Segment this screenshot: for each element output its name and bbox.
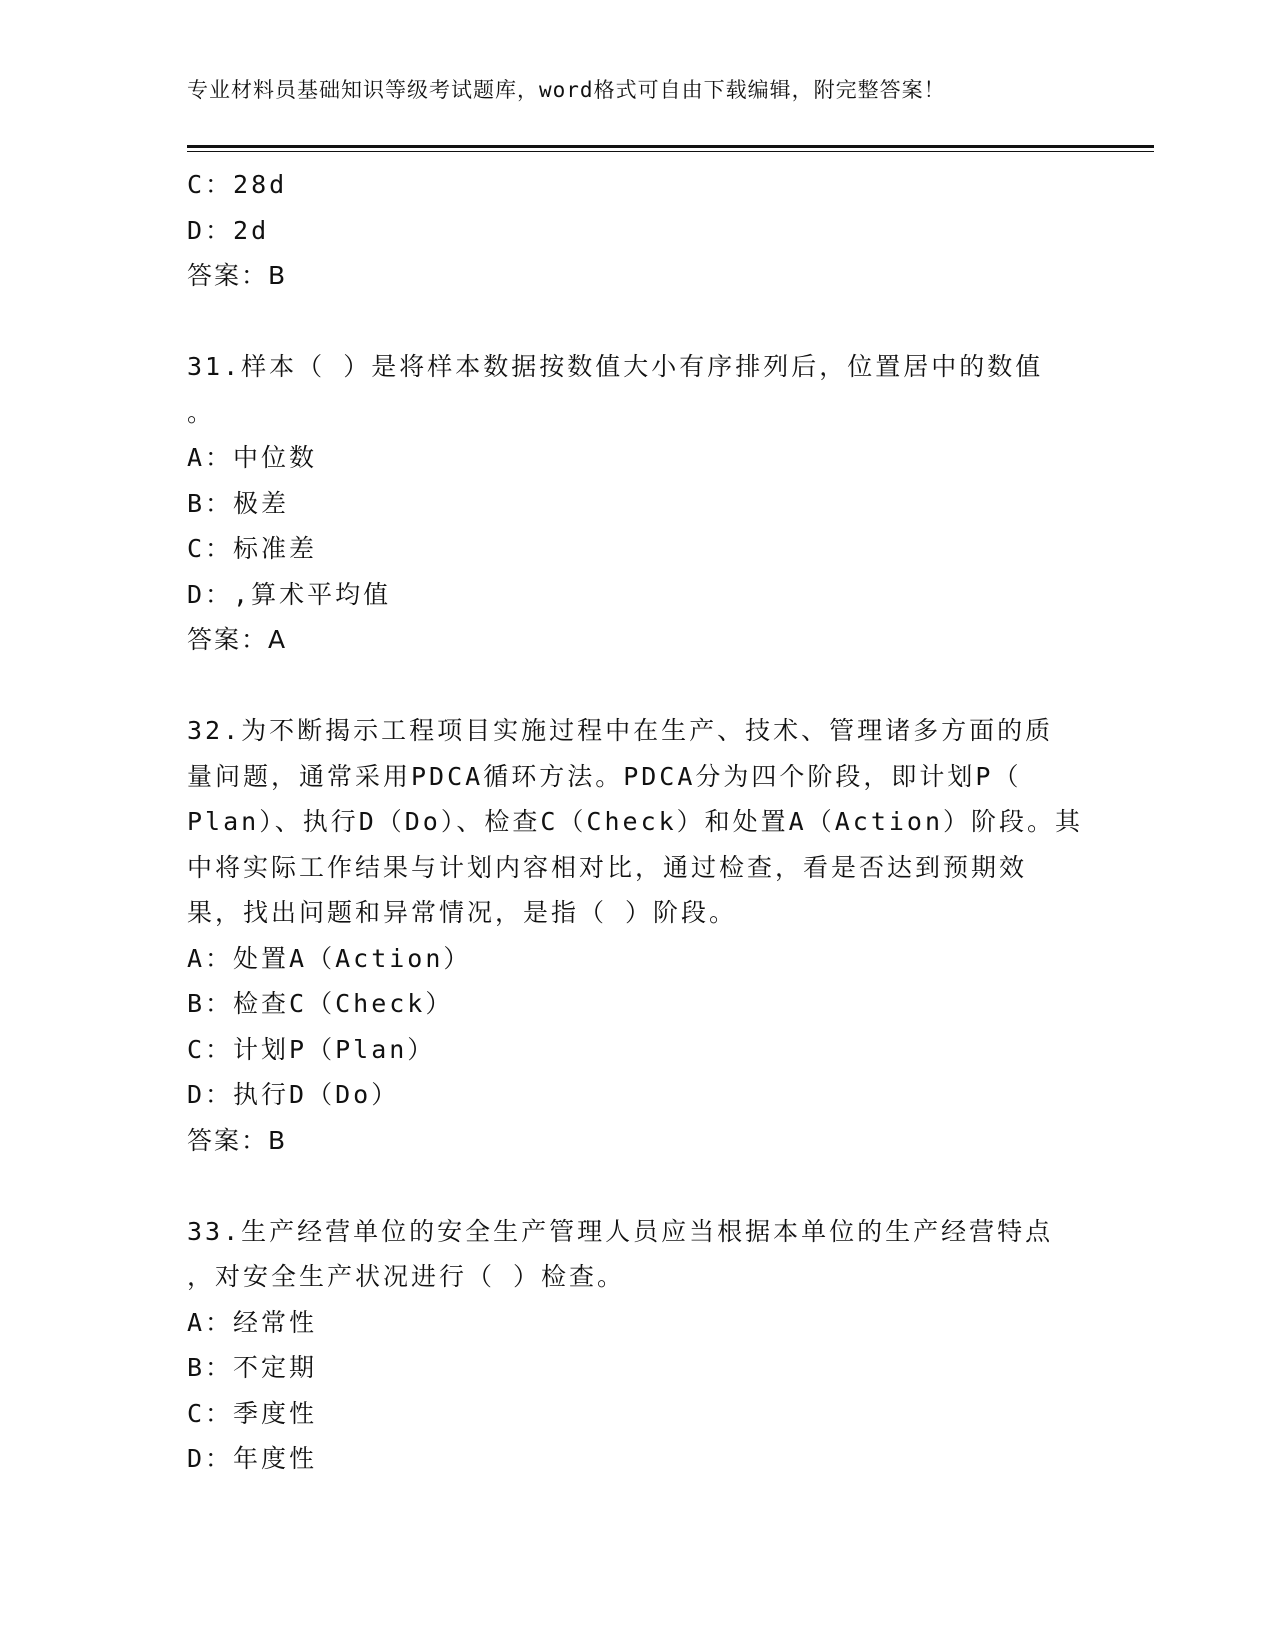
option-d: D：,算术平均值 — [187, 579, 392, 609]
option-d: D：执行D（Do） — [187, 1080, 400, 1109]
header-rule-thin — [187, 151, 1154, 152]
question-32 — [187, 708, 1087, 1163]
option-a: A：经常性 — [187, 1307, 318, 1337]
page-header: 专业材料员基础知识等级考试题库，word格式可自由下载编辑，附完整答案！ — [187, 78, 946, 102]
spacer — [187, 663, 1087, 709]
spacer — [187, 299, 1087, 345]
question-stem-line: 32.为不断揭示工程项目实施过程中在生产、技术、管理诸多方面的质 — [187, 716, 1054, 745]
option-a: A：处置A（Action） — [187, 943, 472, 973]
question-31 — [187, 344, 1087, 663]
answer-line: 答案：B — [187, 261, 288, 290]
option-c: C：标准差 — [187, 534, 318, 563]
question-stem-line: ，对安全生产状况进行（ ）检查。 — [187, 1262, 626, 1291]
question-stem-line: 中将实际工作结果与计划内容相对比，通过检查，看是否达到预期效 — [187, 852, 1028, 882]
question-stem-line: 量问题，通常采用PDCA循环方法。PDCA分为四个阶段，即计划P（ — [187, 761, 1022, 791]
option-d: D：年度性 — [187, 1444, 318, 1473]
question-33 — [187, 1209, 1087, 1482]
option-b: B：不定期 — [187, 1353, 318, 1382]
question-stem-line: 果，找出问题和异常情况，是指（ ）阶段。 — [187, 898, 738, 927]
option-c: C：计划P（Plan） — [187, 1034, 436, 1064]
answer-line: 答案：B — [187, 1125, 288, 1155]
previous-question-tail — [187, 162, 1087, 299]
option-c: C：28d — [187, 170, 288, 199]
header-rule-thick — [187, 145, 1154, 148]
question-stem-line: 33.生产经营单位的安全生产管理人员应当根据本单位的生产经营特点 — [187, 1216, 1054, 1246]
question-stem-line: Plan）、执行D（Do）、检查C（Check）和处置A（Action）阶段。其 — [187, 807, 1084, 836]
option-d: D：2d — [187, 215, 270, 245]
option-c: C：季度性 — [187, 1398, 318, 1428]
spacer — [187, 1163, 1087, 1209]
option-a: A：中位数 — [187, 443, 318, 472]
question-stem-line: 。 — [187, 397, 216, 427]
question-stem-line: 31.样本（ ）是将样本数据按数值大小有序排列后，位置居中的数值 — [187, 352, 1044, 381]
option-b: B：极差 — [187, 488, 290, 518]
answer-line: 答案：A — [187, 625, 288, 654]
document-body — [187, 162, 1087, 1482]
option-b: B：检查C（Check） — [187, 989, 454, 1018]
